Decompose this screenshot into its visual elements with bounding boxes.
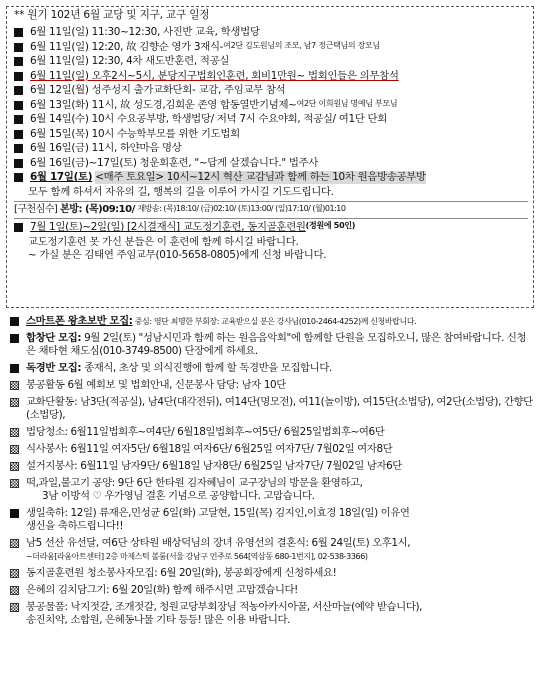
schedule-item: 6월 11일(일) 12:20, 故 김향순 영가 3재식- 여2단 김도원님의 조모, 남7 정근택님의 장모님 <box>14 41 528 54</box>
schedule-item: 6월 14일(수) 10시 수요공부방, 학생법당/ 저녁 7시 수요야회, 적공실/ 여1단 단회 <box>14 113 528 126</box>
checker-bullet-icon <box>10 398 19 407</box>
announcement-cleaning: 법당청소: 6월11일법회후~여4단/ 6월18일법회후~여5단/ 6월25일법회후~여6단 <box>10 426 534 439</box>
square-bullet-icon <box>10 509 19 518</box>
square-bullet-icon <box>14 159 23 168</box>
square-bullet-icon <box>14 57 23 66</box>
broadcast-times: [구천심수] 본방: (목)09:10/ 재방송: (목)18:10/ (금)02:10/ (토)13:00/ (일)17:10/ (월)01:10 <box>14 203 346 215</box>
schedule-item: 6월 11일(일) 오후2시~5시, 분당지구법회인훈련, 회비1만원~ 법회인들은 의무참석 <box>14 70 528 83</box>
square-bullet-icon <box>14 28 23 37</box>
checker-bullet-icon <box>10 569 19 578</box>
checker-bullet-icon <box>10 586 19 595</box>
schedule-item: 6월 16일(금) 11시, 하얀마음 명상 <box>14 142 528 155</box>
square-bullet-icon <box>14 101 23 110</box>
announcement-service: 봉공활동 6월 예회보 및 법회안내, 신문봉사 담당: 남자 10단 <box>10 379 534 392</box>
announcement-wedding: 남5 선산 유선달, 여6단 상타원 배상덕님의 장녀 유영선의 결혼식: 6월 24일(토) 오후1시, ~더라움[라움아트센터] 2층 마제스틱 볼룸(서울 강남구 언주로 564[역삼동 680-1번지], 02-538-3366) <box>10 537 534 563</box>
square-bullet-icon <box>14 144 23 153</box>
schedule-title: ** 원기 102년 6월 교당 및 지구, 교구 일정 <box>14 9 210 21</box>
announcement-dongji: 동지골훈련원 청소봉사자모집: 6월 20일(화), 봉공회장에게 신청하세요! <box>10 567 534 580</box>
announcement-kimchi: 은혜의 김치담그기: 6월 20일(화) 함께 해주시면 고맙겠습니다! <box>10 584 534 597</box>
square-bullet-icon <box>14 130 23 139</box>
schedule-item: 6월 11일(일) 11:30~12:30, 사진반 교육, 학생법당 <box>14 26 528 39</box>
square-bullet-icon <box>10 334 19 343</box>
schedule-item: 6월 13일(화) 11시, 故 성도경,김희운 존영 합동열반기념제~ 여2단 이희원님 명예님 부모님 <box>14 99 528 112</box>
announcement-birthday: 생일축하: 12일) 류재은,민성균 6일(화) 고달현, 15일(목) 김지인,이효경 18일(일) 이유연 생신을 축하드립니다!! <box>10 507 534 533</box>
square-bullet-icon <box>14 86 23 95</box>
checker-bullet-icon <box>10 428 19 437</box>
schedule-item: 6월 11일(일) 12:30, 4차 새도반훈련, 적공실 <box>14 55 528 68</box>
announcement-dishes: 설거지봉사: 6월11일 남자9단/ 6월18일 남자8단/ 6월25일 남자7단/ 7월02일 남자6단 <box>10 460 534 473</box>
square-bullet-icon <box>14 43 23 52</box>
announcement-smartphone: 스마트폰 왕초보반 모집: 중심: 영단 최명한 부회장: 교육받으실 분은 강사님(010-2464-4252)께 신청바랍니다. <box>10 315 534 328</box>
divider <box>14 218 528 219</box>
training-continuation: 교도정기훈련 못 가신 분들은 이 훈련에 함께 하시길 바랍니다. <box>28 235 299 248</box>
square-bullet-icon <box>14 223 23 232</box>
square-bullet-icon <box>10 317 19 326</box>
training-item: 7월 1일(토)~2일(일) [2시결재식] 교도정기훈련, 동지골훈련원 (정원에 50인) <box>14 221 528 234</box>
checker-bullet-icon <box>10 539 19 548</box>
announcement-rice-cake: 떡,과일,불고기 공양: 9단 6단 한타원 김자혜님이 교구장님의 방문을 환영하고, 3남 이방석 ♡ 우가영님 결혼 기념으로 공양합니다. 고맙습니다. <box>10 477 534 503</box>
schedule-item: 6월 15일(목) 10시 수능학부모를 위한 기도법회 <box>14 128 528 141</box>
announcements <box>10 315 534 631</box>
checker-bullet-icon <box>10 445 19 454</box>
divider <box>14 201 528 202</box>
highlight-item: 6월 17일(토) <매주 토요일> 10시~12시 혁산 교감님과 함께 하는 10차 원음방송공부방 <box>14 171 528 184</box>
checker-bullet-icon <box>10 381 19 390</box>
square-bullet-icon <box>14 72 23 81</box>
schedule-box <box>6 6 534 308</box>
schedule-item: 6월 12일(월) 성주성지 출가교화단회- 교감, 주임교무 참석 <box>14 84 528 97</box>
announcement-meal: 식사봉사: 6월11일 여자5단/ 6월18일 여자6단/ 6월25일 여자7단/ 7월02일 여자8단 <box>10 443 534 456</box>
announcement-goods: 봉공물품: 낙지젓갈, 조개젓갈, 청원교당부회장님 적농아카시아꿀, 서산마늘(예약 받습니다), 송진치약, 소합원, 은혜동나물 기타 등등! 많은 이용 바랍니다. <box>10 601 534 627</box>
schedule-item: 6월 16일(금)~17일(토) 청운회훈련, "~답게 살겠습니다." 법주사 <box>14 157 528 170</box>
checker-bullet-icon <box>10 603 19 612</box>
checker-bullet-icon <box>10 479 19 488</box>
square-bullet-icon <box>10 364 19 373</box>
square-bullet-icon <box>14 115 23 124</box>
announcement-choir: 합창단 모집: 9월 2일(토) "성남시민과 함께 하는 원음음악회"에 함께할 단원을 모집하오니, 많은 참여바랍니다. 신청은 채타현 채도심(010-3749-8500) 단장에게 하세요. <box>10 332 534 358</box>
square-bullet-icon <box>14 173 23 182</box>
checker-bullet-icon <box>10 462 19 471</box>
highlight-continuation: 모두 함께 하셔서 자유의 길, 행복의 길을 이루어 가시길 기도드립니다. <box>28 185 334 198</box>
announcement-dokgyeong: 독경반 모집: 종재식, 초상 및 의식진행에 함께 할 독경반을 모집합니다. <box>10 362 534 375</box>
announcement-sunday-school: 교화단활동: 남3단(적공실), 남4단(대각전뒤), 여14단(명모전), 여11(놀이방), 여15단(소법당), 여2단(소법당), 간향단(소법당), <box>10 396 534 422</box>
training-contact: ~ 가실 분은 김태연 주임교무(010-5658-0805)에게 신청 바랍니다. <box>28 248 327 261</box>
